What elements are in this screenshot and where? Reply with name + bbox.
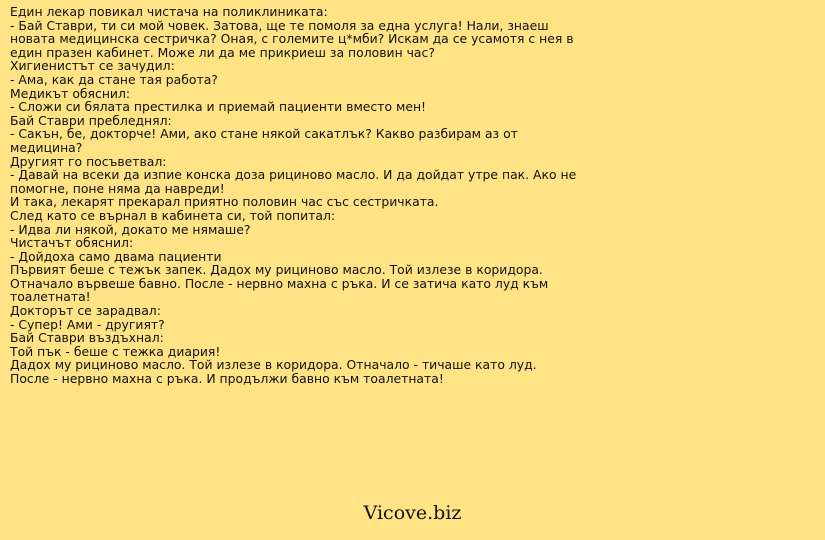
joke-line: Първият беше с тежък запек. Дадох му рициново масло. Той излезе в коридора. Отначало вървеше бавно. После - нервно махна с ръка. И се затича като луд към тоалетната! (10, 262, 549, 305)
joke-line: Бай Ставри пребледнял: (10, 112, 172, 128)
joke-line: Един лекар повикал чистача на поликлиниката: (10, 4, 328, 19)
joke-line: След като се върнал в кабинета си, той попитал: (10, 207, 336, 223)
joke-line: - Бай Ставри, ти си мой човек. Затова, ще те помоля за една услуга! Нали, знаеш новата медицинска сестричка? Оная, с големите ц*мби? Искам да се усамотя с нея в един празен кабинет. Може ли да ме прикриеш за половин час? (10, 17, 574, 60)
site-footer-link[interactable]: Vicove.biz (363, 502, 462, 524)
joke-line: - Супер! Ами - другият? (10, 316, 165, 332)
joke-line: - Сложи си бялата престилка и приемай пациенти вместо мен! (10, 99, 427, 115)
joke-line: Медикът обяснил: (10, 85, 131, 101)
joke-line: Той пък - беше с тежка диария! (10, 343, 221, 359)
joke-line: После - нервно махна с ръка. И продължи бавно към тоалетната! (10, 371, 444, 387)
joke-line: - Ама, как да стане тая работа? (10, 71, 218, 87)
joke-line: Дадох му рициново масло. Той излезе в коридора. Отначало - тичаше като луд. (10, 357, 537, 373)
joke-line: Чистачът обяснил: (10, 235, 134, 251)
joke-line: - Давай на всеки да изпие конска доза рициново масло. И да дойдат утре пак. Ако не помогне, поне няма да навреди! (10, 167, 577, 196)
joke-text (10, 5, 580, 386)
joke-line: Хигиенистът се зачудил: (10, 58, 175, 74)
joke-line: Докторът се зарадвал: (10, 303, 161, 319)
joke-line: И така, лекарят прекарал приятно половин час със сестричката. (10, 194, 439, 210)
joke-line: Бай Ставри въздъхнал: (10, 330, 164, 346)
joke-line: - Дойдоха само двама пациенти (10, 248, 222, 264)
joke-line: - Идва ли някой, докато ме нямаше? (10, 221, 251, 237)
joke-line: Другият го посъветвал: (10, 153, 167, 169)
joke-line: - Сакън, бе, докторче! Ами, ако стане някой сакатлък? Какво разбирам аз от медицина? (10, 126, 518, 155)
